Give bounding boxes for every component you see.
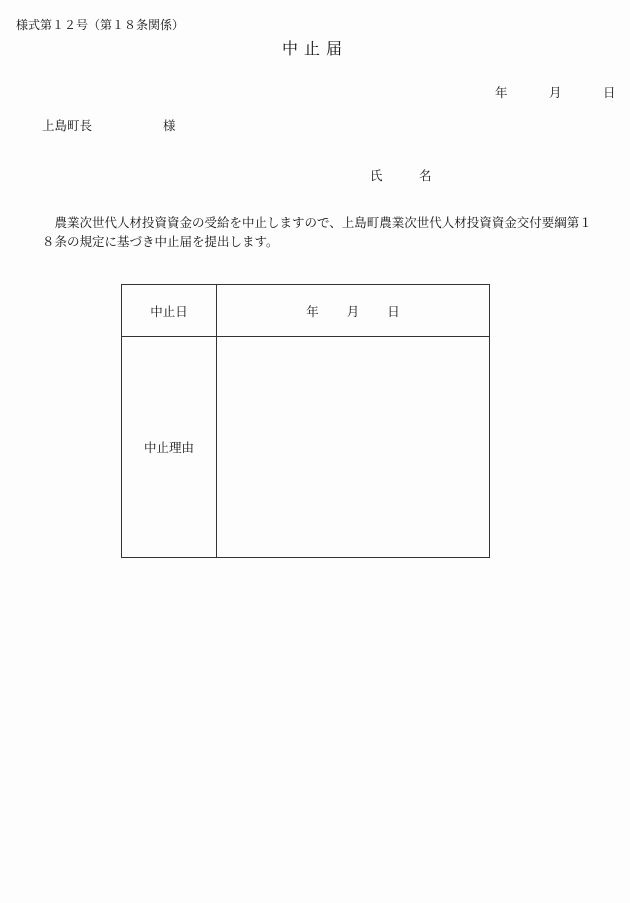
stop-reason-value[interactable] — [217, 337, 490, 558]
stop-date-day: 日 — [387, 303, 400, 319]
stop-date-value[interactable] — [217, 285, 490, 337]
body-text: 農業次世代人材投資資金の受給を中止しますので、上島町農業次世代人材投資資金交付要綱第１８条の規定に基づき中止届を提出します。 — [42, 215, 592, 249]
details-table — [121, 284, 490, 558]
stop-reason-label: 中止理由 — [122, 337, 217, 558]
stop-date-label: 中止日 — [122, 285, 217, 337]
date-year-label: 年 — [495, 85, 508, 100]
applicant-name-label: 氏 名 — [370, 168, 444, 183]
date-month-label: 月 — [549, 85, 562, 100]
stop-date-year: 年 — [306, 303, 319, 319]
stop-date-month: 月 — [346, 303, 360, 319]
addressee-honorific: 様 — [163, 118, 176, 133]
table-row-stop-date — [122, 285, 490, 337]
document-title: 中止届 — [281, 39, 348, 58]
form-number: 様式第１２号（第１８条関係） — [16, 18, 185, 32]
table-row-stop-reason — [122, 337, 490, 558]
addressee-name: 上島町長 — [42, 118, 93, 133]
date-day-label: 日 — [603, 85, 616, 100]
